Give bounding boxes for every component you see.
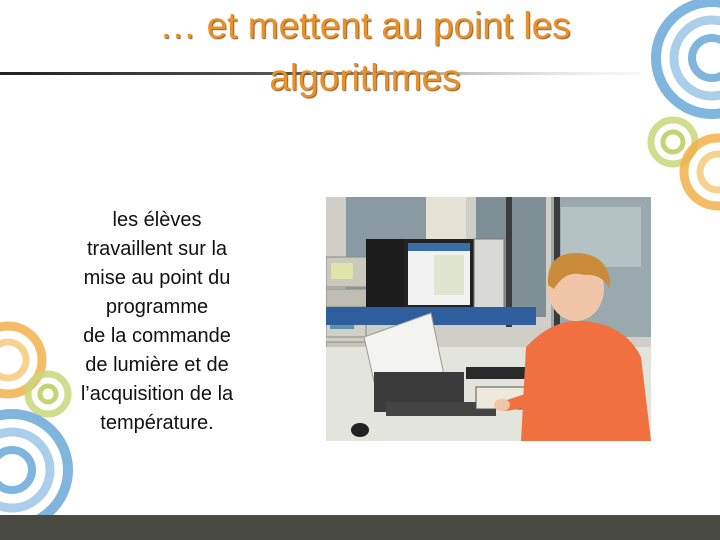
circle-left-orange: [0, 326, 42, 394]
body-line: de la commande: [83, 325, 231, 347]
lab-photo: [326, 197, 651, 441]
title-line-1: … et mettent au point les: [159, 5, 571, 46]
body-line: les élèves: [112, 209, 202, 231]
circle-right-orange: [684, 138, 720, 206]
circle-top-right-blue: [656, 2, 720, 114]
body-line: température.: [100, 412, 214, 434]
slide-title: [100, 0, 630, 104]
body-line: travaillent sur la: [86, 238, 228, 260]
body-line: de lumière et de: [85, 354, 229, 376]
circle-left-blue: [0, 414, 68, 526]
body-text: [62, 206, 252, 438]
body-line: mise au point du: [83, 267, 231, 289]
body-line: l’acquisition de la: [80, 383, 234, 405]
body-line: programme: [105, 296, 209, 318]
title-line-2: algorithmes: [269, 57, 461, 98]
footer-bar: [0, 515, 720, 540]
